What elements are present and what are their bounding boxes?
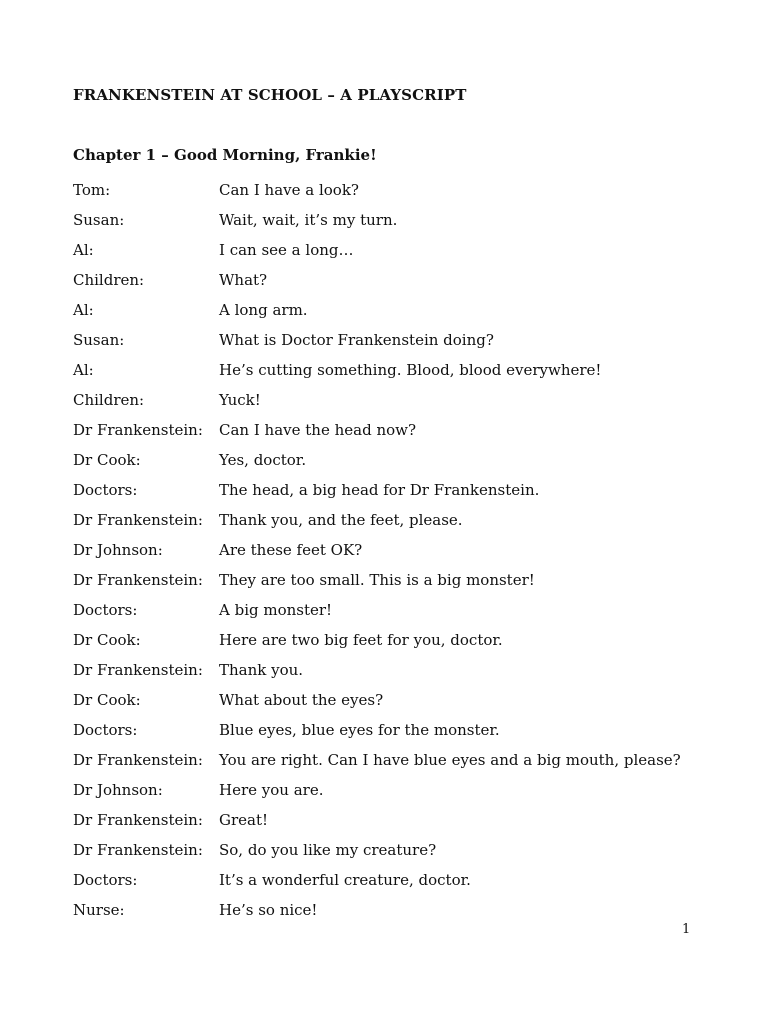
dialogue-text: Here are two big feet for you, doctor. <box>219 631 503 649</box>
script-line <box>73 685 713 715</box>
playscript-lines <box>73 175 713 925</box>
script-line <box>73 235 713 265</box>
speaker-name: Dr Frankenstein: <box>73 511 203 529</box>
script-line <box>73 445 713 475</box>
dialogue-text: Are these feet OK? <box>219 541 363 559</box>
script-line <box>73 745 713 775</box>
script-line <box>73 265 713 295</box>
script-line <box>73 355 713 385</box>
speaker-name: Susan: <box>73 211 125 229</box>
speaker-name: Dr Cook: <box>73 631 141 649</box>
speaker-name: Dr Frankenstein: <box>73 841 203 859</box>
speaker-name: Dr Frankenstein: <box>73 751 203 769</box>
dialogue-text: It’s a wonderful creature, doctor. <box>219 871 471 889</box>
speaker-name: Dr Cook: <box>73 451 141 469</box>
speaker-name: Al: <box>73 241 94 259</box>
script-line <box>73 835 713 865</box>
dialogue-text: Wait, wait, it’s my turn. <box>219 211 398 229</box>
speaker-name: Al: <box>73 361 94 379</box>
document-title: FRANKENSTEIN AT SCHOOL – A PLAYSCRIPT <box>73 86 467 104</box>
dialogue-text: Thank you, and the feet, please. <box>219 511 463 529</box>
speaker-name: Nurse: <box>73 901 125 919</box>
dialogue-text: What? <box>219 271 268 289</box>
dialogue-text: I can see a long… <box>219 241 354 259</box>
script-line <box>73 595 713 625</box>
script-line <box>73 415 713 445</box>
dialogue-text: Yuck! <box>219 391 261 409</box>
speaker-name: Tom: <box>73 181 111 199</box>
dialogue-text: A long arm. <box>219 301 308 319</box>
speaker-name: Doctors: <box>73 481 138 499</box>
speaker-name: Dr Frankenstein: <box>73 421 203 439</box>
dialogue-text: He’s cutting something. Blood, blood everywhere! <box>219 361 602 379</box>
speaker-name: Children: <box>73 271 145 289</box>
dialogue-text: A big monster! <box>219 601 333 619</box>
speaker-name: Dr Frankenstein: <box>73 571 203 589</box>
dialogue-text: The head, a big head for Dr Frankenstein. <box>219 481 540 499</box>
dialogue-text: What about the eyes? <box>219 691 384 709</box>
dialogue-text: Can I have the head now? <box>219 421 417 439</box>
dialogue-text: Thank you. <box>219 661 304 679</box>
script-line <box>73 895 713 925</box>
dialogue-text: They are too small. This is a big monster! <box>219 571 535 589</box>
speaker-name: Susan: <box>73 331 125 349</box>
script-line <box>73 625 713 655</box>
dialogue-text: You are right. Can I have blue eyes and a big mouth, please? <box>219 751 681 769</box>
script-line <box>73 565 713 595</box>
speaker-name: Doctors: <box>73 721 138 739</box>
script-line <box>73 655 713 685</box>
speaker-name: Dr Johnson: <box>73 781 163 799</box>
script-line <box>73 805 713 835</box>
script-line <box>73 715 713 745</box>
chapter-heading: Chapter 1 – Good Morning, Frankie! <box>73 146 377 164</box>
speaker-name: Dr Cook: <box>73 691 141 709</box>
dialogue-text: What is Doctor Frankenstein doing? <box>219 331 494 349</box>
dialogue-text: Here you are. <box>219 781 324 799</box>
script-line <box>73 865 713 895</box>
script-line <box>73 205 713 235</box>
speaker-name: Doctors: <box>73 871 138 889</box>
speaker-name: Doctors: <box>73 601 138 619</box>
dialogue-text: He’s so nice! <box>219 901 318 919</box>
script-line <box>73 385 713 415</box>
script-line <box>73 295 713 325</box>
dialogue-text: So, do you like my creature? <box>219 841 437 859</box>
dialogue-text: Yes, doctor. <box>219 451 307 469</box>
script-line <box>73 535 713 565</box>
dialogue-text: Can I have a look? <box>219 181 359 199</box>
script-line <box>73 325 713 355</box>
speaker-name: Dr Frankenstein: <box>73 661 203 679</box>
script-line <box>73 775 713 805</box>
dialogue-text: Great! <box>219 811 269 829</box>
speaker-name: Dr Frankenstein: <box>73 811 203 829</box>
script-line <box>73 175 713 205</box>
script-line <box>73 505 713 535</box>
speaker-name: Dr Johnson: <box>73 541 163 559</box>
speaker-name: Children: <box>73 391 145 409</box>
dialogue-text: Blue eyes, blue eyes for the monster. <box>219 721 500 739</box>
script-line <box>73 475 713 505</box>
page-number: 1 <box>682 922 691 937</box>
speaker-name: Al: <box>73 301 94 319</box>
